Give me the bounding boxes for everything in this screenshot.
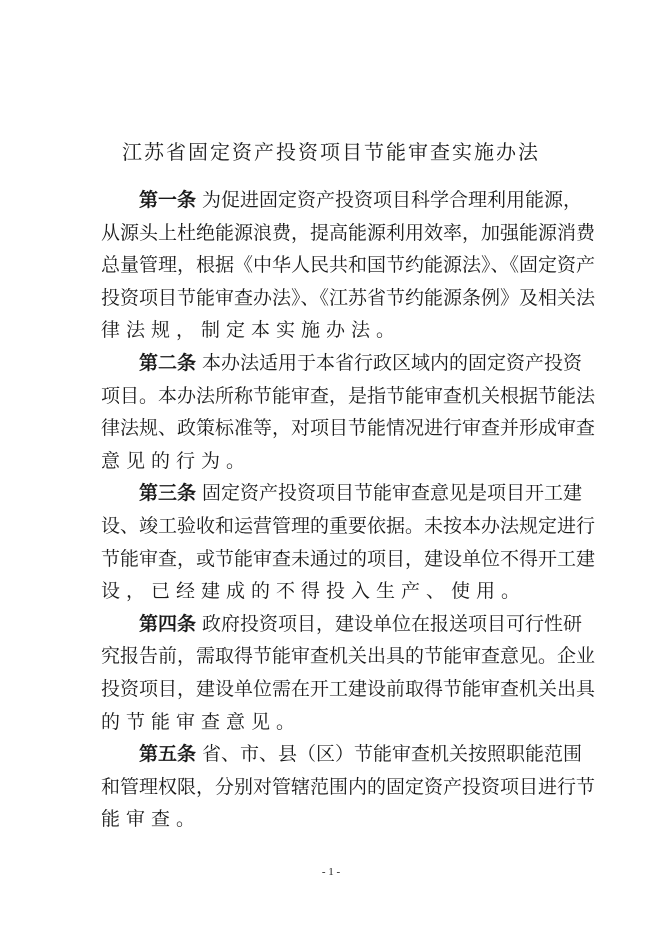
article-2 <box>101 347 596 477</box>
article-text: 本办法适用于本省行政区域内的固定资产投资 <box>202 351 583 374</box>
article-line <box>101 380 596 413</box>
article-heading: 第三条 <box>139 482 197 505</box>
article-text: 从源头上杜绝能源浪费，提高能源利用效率，加强能源消费 <box>101 221 596 244</box>
article-4 <box>101 608 596 738</box>
article-text: 和管理权限，分别对管辖范围内的固定资产投资项目进行节 <box>101 775 596 798</box>
article-5 <box>101 738 596 836</box>
article-text: 为促进固定资产投资项目科学合理利用能源， <box>202 189 583 211</box>
article-line <box>101 608 583 641</box>
article-line <box>101 803 561 836</box>
article-heading: 第五条 <box>139 743 197 766</box>
article-line <box>101 575 561 608</box>
article-text: 律法规，制定本实施办法。 <box>101 319 402 342</box>
article-line <box>101 282 596 315</box>
article-text: 意见的行为。 <box>101 449 252 472</box>
article-text: 节能审查，或节能审查未通过的项目，建设单位不得开工建 <box>101 547 596 570</box>
article-text: 固定资产投资项目节能审查意见是项目开工建 <box>202 482 583 505</box>
article-text: 项目。本办法所称节能审查，是指节能审查机关根据节能法 <box>101 384 596 407</box>
article-text: 究报告前，需取得节能审查机关出具的节能审查意见。企业 <box>101 645 596 668</box>
article-line <box>101 184 583 217</box>
article-3 <box>101 477 596 607</box>
article-text: 设、竣工验收和运营管理的重要依据。未按本办法规定进行 <box>101 514 596 537</box>
article-text: 的节能审查意见。 <box>101 710 302 733</box>
article-text: 总量管理，根据《中华人民共和国节约能源法》、《固定资产 <box>101 254 596 277</box>
article-line <box>101 217 596 250</box>
article-line <box>101 706 561 739</box>
article-line <box>101 445 561 478</box>
article-line <box>101 640 596 673</box>
article-line <box>101 771 596 804</box>
article-text: 设，已经建成的不得投入生产、使用。 <box>101 580 527 603</box>
article-heading: 第四条 <box>139 612 197 635</box>
article-line <box>101 477 583 510</box>
article-text: 投资项目，建设单位需在开工建设前取得节能审查机关出具 <box>101 677 596 700</box>
article-heading: 第二条 <box>139 351 197 374</box>
article-heading: 第一条 <box>139 189 197 211</box>
article-text: 律法规、政策标准等，对项目节能情况进行审查并形成审查 <box>101 417 596 440</box>
article-line <box>101 738 583 771</box>
document-body <box>101 184 596 836</box>
article-line <box>101 673 596 706</box>
article-text: 能审查。 <box>101 808 202 831</box>
article-line <box>101 249 596 282</box>
article-text: 政府投资项目，建设单位在报送项目可行性研 <box>202 612 583 635</box>
article-line <box>101 543 596 576</box>
article-line <box>101 314 561 347</box>
article-text: 省、市、县（区）节能审查机关按照职能范围 <box>202 743 583 766</box>
article-line <box>101 510 596 543</box>
article-line <box>101 412 596 445</box>
document-title: 江苏省固定资产投资项目节能审查实施办法 <box>122 140 540 164</box>
article-line <box>101 347 583 380</box>
article-1 <box>101 184 596 347</box>
page-number: - 1 - <box>321 866 341 878</box>
article-text: 投资项目节能审查办法》、《江苏省节约能源条例》及相关法 <box>101 286 596 309</box>
